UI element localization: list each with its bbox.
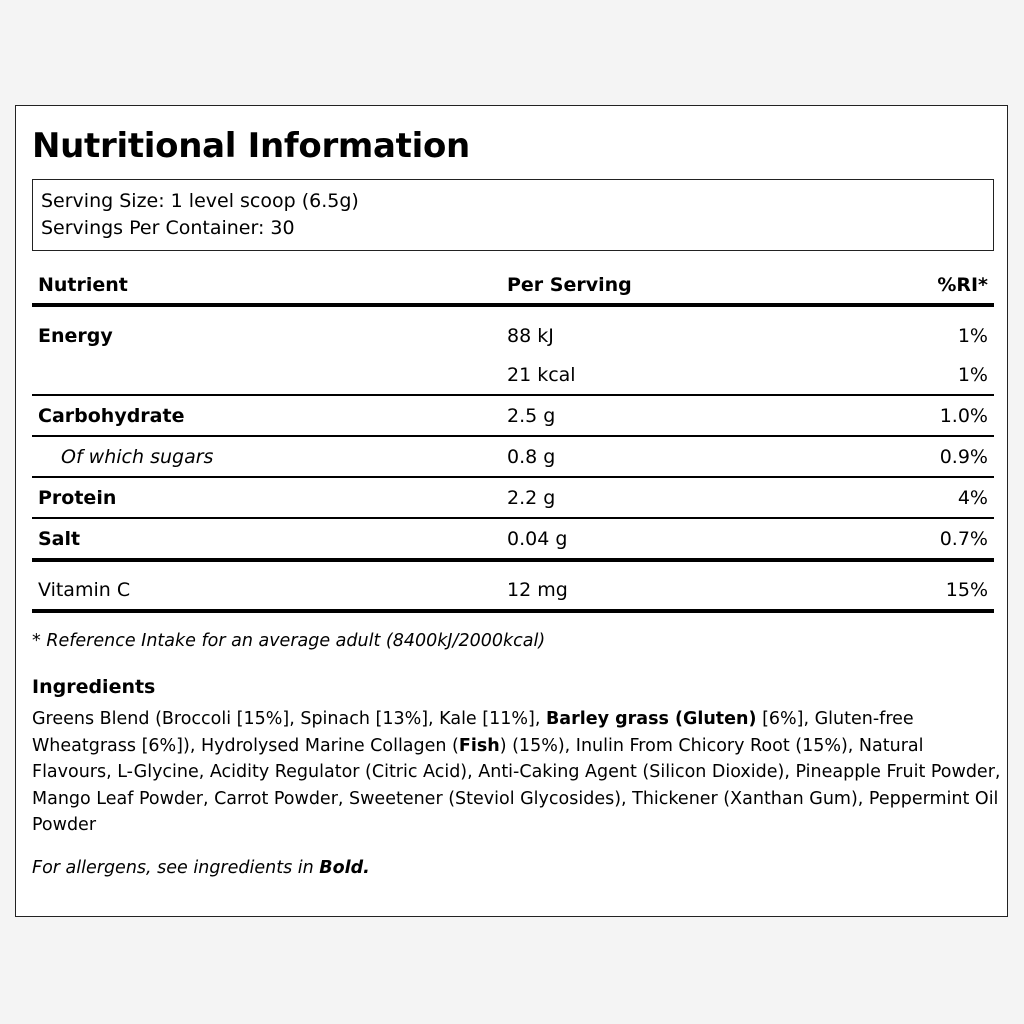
nutrient-ri: 1.0%	[939, 405, 988, 427]
allergen-note	[32, 858, 370, 878]
nutrient-name: Salt	[38, 528, 81, 550]
ingredients-title: Ingredients	[32, 676, 156, 698]
nutrient-value: 0.04 g	[507, 528, 568, 550]
nutrient-name: Of which sugars	[61, 446, 214, 468]
allergen-text: Fish	[458, 735, 500, 756]
allergen-note-bold: Bold.	[319, 858, 370, 878]
ingredients-text	[32, 706, 1002, 839]
table-header	[32, 274, 994, 304]
nutrient-name: Carbohydrate	[38, 405, 185, 427]
row-divider	[32, 394, 994, 396]
table-bottom-divider	[32, 609, 994, 613]
ingredients-part: Greens Blend (Broccoli [15%], Spinach [13%], Kale [11%],	[32, 709, 546, 729]
nutrient-ri: 1%	[957, 364, 988, 386]
nutrient-value: 2.2 g	[507, 487, 556, 509]
nutrient-ri: 0.7%	[939, 528, 988, 550]
nutrition-table	[32, 266, 994, 616]
section-divider	[32, 558, 994, 562]
header-nutrient: Nutrient	[38, 274, 128, 296]
ri-footnote: * Reference Intake for an average adult (8400kJ/2000kcal)	[32, 631, 546, 651]
nutrient-value: 0.8 g	[507, 446, 556, 468]
nutrient-ri: 1%	[957, 325, 988, 347]
nutrient-ri: 0.9%	[939, 446, 988, 468]
header-divider	[32, 303, 994, 307]
page-title: Nutritional Information	[32, 126, 470, 166]
nutrient-value: 2.5 g	[507, 405, 556, 427]
nutrient-name: Energy	[38, 325, 113, 347]
nutrient-name: Vitamin C	[38, 579, 131, 601]
row-divider	[32, 517, 994, 519]
nutrient-ri: 15%	[945, 579, 988, 601]
serving-size: Serving Size: 1 level scoop (6.5g)	[41, 190, 359, 212]
nutrient-value: 21 kcal	[507, 364, 576, 386]
servings-per-container: Servings Per Container: 30	[41, 217, 295, 239]
ingredients-part: ) (15%), Inulin From Chicory Root (15%), Natural Flavours, L-Glycine, Acidity Regulator (Citric Acid), Anti-Caking Agent (Silicon Dioxide), Pineapple Fruit Powder, Mango Leaf Powder, Carrot Powder, Sweetener (Steviol Glycosides), Thickener (Xanthan Gum), Peppermint Oil Powder	[32, 735, 1001, 835]
nutrient-value: 88 kJ	[507, 325, 554, 347]
allergen-text: Barley grass (Gluten)	[545, 709, 757, 729]
ingredients-part: [6%], Gluten-free Wheatgrass [6%]), Hydrolysed Marine Collagen (	[32, 709, 914, 756]
nutrient-value: 12 mg	[507, 579, 568, 601]
allergen-note-text: For allergens, see ingredients in	[32, 858, 320, 878]
nutrition-panel	[15, 105, 1008, 917]
row-divider	[32, 476, 994, 478]
nutrient-name: Protein	[38, 487, 117, 509]
nutrient-ri: 4%	[957, 487, 988, 509]
row-divider	[32, 435, 994, 437]
serving-info-box	[32, 179, 994, 251]
header-per-serving: Per Serving	[507, 274, 632, 296]
header-ri: %RI*	[937, 274, 988, 296]
